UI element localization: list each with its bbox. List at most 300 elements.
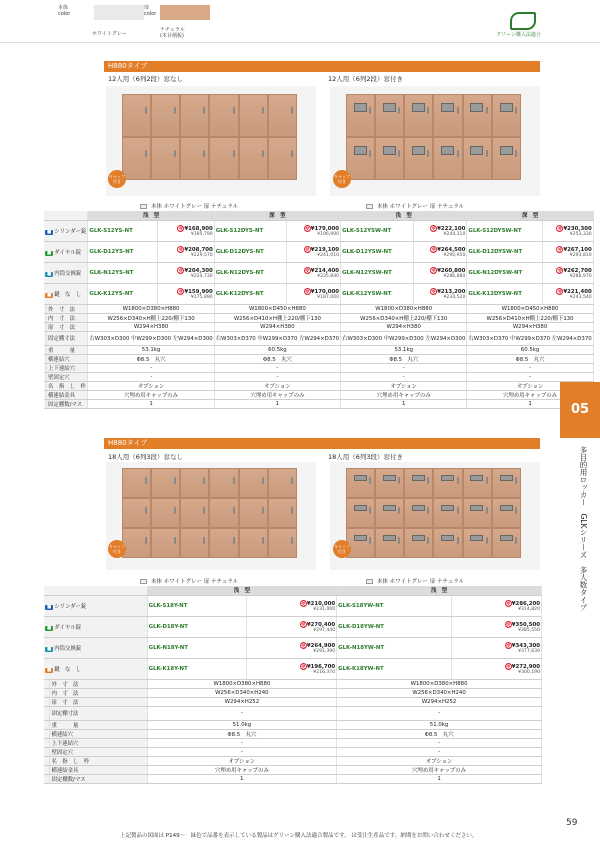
spec-value: Φ8.5 丸穴	[147, 729, 337, 738]
price-tax: ¥187,000	[317, 294, 340, 300]
lock-icon: ■	[47, 667, 52, 673]
door-handle	[427, 150, 429, 157]
door-handle	[291, 537, 293, 544]
spec-value: 穴埋め用キャップのみ	[88, 390, 214, 399]
price-tax: ¥243,540	[569, 294, 592, 300]
price-cell	[542, 262, 593, 283]
spec-value: オプション	[337, 756, 542, 765]
spec-value: W294×H380	[88, 322, 214, 331]
lock-type-label: ダイヤル錠	[54, 624, 82, 631]
locker-door	[122, 468, 151, 498]
lock-type	[44, 658, 147, 679]
made-to-order-icon: 受	[506, 663, 511, 669]
price-cell	[414, 241, 467, 262]
spec-label: 固定棚寸法	[50, 706, 147, 720]
door-handle	[515, 537, 517, 544]
lock-type-label: シリンダー錠	[54, 603, 87, 610]
locker-door	[404, 498, 433, 528]
lock-icon: ■	[47, 250, 52, 256]
locker-door	[180, 498, 209, 528]
lock-type	[44, 241, 88, 262]
locker-door	[404, 468, 433, 498]
door-handle	[427, 477, 429, 484]
spec-value: オプション	[341, 381, 467, 390]
header-divider	[0, 42, 600, 43]
made-to-order-icon: 受	[557, 288, 562, 294]
locker-door	[268, 498, 297, 528]
price-cell	[158, 283, 215, 304]
spec-value: -	[341, 363, 467, 372]
door-handle	[369, 477, 371, 484]
lock-type	[44, 220, 88, 241]
locker-door	[463, 498, 492, 528]
lock-type	[44, 262, 88, 283]
locker-door	[346, 528, 375, 558]
door-window	[383, 146, 396, 155]
spec-value: 1	[337, 774, 542, 783]
door-window	[441, 146, 454, 155]
price-cell	[451, 616, 541, 637]
product-code: GLK-N12DYS-NT	[214, 262, 286, 283]
product-code: GLK-D18Y-NT	[147, 616, 247, 637]
body-color-swatch	[94, 5, 144, 20]
locker-door	[375, 137, 404, 180]
spec-value: W1800×D450×H880	[214, 304, 340, 313]
lock-icon: ■	[47, 292, 52, 298]
price: ¥264,500	[437, 246, 466, 253]
section1-left-title: 12人用（6列2段）窓なし	[108, 75, 184, 83]
door-window	[500, 146, 513, 155]
price-cell	[542, 283, 593, 304]
price: ¥214,400	[310, 267, 340, 274]
door-handle	[262, 477, 264, 484]
door-color-swatch	[160, 5, 210, 20]
locker-door	[346, 468, 375, 498]
door-handle	[174, 477, 176, 484]
door-window	[441, 505, 454, 511]
section2-price-table	[44, 586, 542, 784]
green-mark-icon	[510, 12, 536, 30]
door-handle	[233, 507, 235, 514]
spec-value: 穴埋め用キャップのみ	[467, 390, 593, 399]
spec-value: W1800×D380×H880	[147, 679, 337, 688]
product-code: GLK-N18YW-NT	[337, 637, 452, 658]
locker-door	[151, 468, 180, 498]
spec-value: 1	[341, 399, 467, 408]
door-window	[412, 103, 425, 112]
locker-door	[375, 528, 404, 558]
price-tax: ¥300,190	[518, 669, 540, 675]
price: ¥350,500	[511, 621, 540, 628]
door-window	[383, 475, 396, 481]
locker-door	[268, 528, 297, 558]
door-handle	[233, 537, 235, 544]
made-to-order-icon: 受	[178, 267, 183, 273]
spec-value: W294×H380	[341, 322, 467, 331]
spec-value: -	[337, 738, 542, 747]
door-handle	[233, 150, 235, 157]
price-tax: ¥297,440	[313, 627, 336, 633]
door-handle	[233, 477, 235, 484]
made-to-order-icon: 受	[178, 288, 183, 294]
door-handle	[369, 150, 371, 157]
spec-value: -	[341, 372, 467, 381]
corner	[44, 211, 88, 220]
spec-value: 1	[88, 399, 214, 408]
spec-value: -	[214, 372, 340, 381]
price: ¥286,200	[511, 600, 540, 607]
door-window	[441, 475, 454, 481]
spec-label: 横連結金具	[50, 765, 147, 774]
spec-value: オプション	[147, 756, 337, 765]
door-handle	[233, 107, 235, 114]
locker-door	[268, 94, 297, 137]
price: ¥262,700	[563, 267, 592, 274]
locker-door	[180, 137, 209, 180]
spec-value: 右W303×D300 中W299×D300 左W294×D300	[88, 331, 214, 345]
spec-value: W256×D340×H棚上220/棚下130	[88, 313, 214, 322]
locker-door	[209, 137, 238, 180]
product-code: GLK-K12YS-NT	[88, 283, 158, 304]
made-to-order-icon: 受	[178, 225, 183, 231]
spec-value: Φ8.5 丸穴	[88, 354, 214, 363]
door-handle	[486, 477, 488, 484]
spec-value: 穴埋め用キャップのみ	[147, 765, 337, 774]
locker-door	[492, 498, 521, 528]
price-tax: ¥175,890	[190, 294, 213, 300]
door-window	[354, 535, 367, 541]
lock-type-label: 内筒交換錠	[54, 270, 82, 277]
price-cell	[414, 262, 467, 283]
door-handle	[486, 507, 488, 514]
door-handle	[486, 107, 488, 114]
locker-door	[375, 498, 404, 528]
product-code: GLK-N18Y-NT	[147, 637, 247, 658]
locker-door	[463, 94, 492, 137]
door-handle	[262, 537, 264, 544]
locker-image-18-window	[330, 462, 540, 570]
cap-tag: キャップ付き	[333, 170, 351, 188]
price-tax: ¥314,820	[518, 606, 540, 612]
locker-image-12-window	[330, 86, 540, 196]
price-tax: ¥241,010	[317, 252, 340, 258]
spec-label: 上下連結穴	[47, 363, 88, 372]
spec-label: 外 寸 法	[50, 679, 147, 688]
price-cell	[414, 220, 467, 241]
spec-value: Φ8.5 丸穴	[337, 729, 542, 738]
door-handle	[369, 507, 371, 514]
locker-door	[404, 137, 433, 180]
price: ¥179,000	[310, 225, 340, 232]
lock-type-label: 鍵 な し	[54, 666, 82, 673]
lock-icon: ■	[47, 646, 52, 652]
locker-door	[433, 468, 462, 498]
price-tax: ¥235,840	[317, 273, 340, 279]
price-cell	[247, 595, 337, 616]
door-handle	[145, 537, 147, 544]
cap-tag: キャップ付き	[333, 540, 351, 558]
locker-door	[404, 528, 433, 558]
locker-door	[433, 528, 462, 558]
price-cell	[286, 283, 340, 304]
spec-value: 右W303×D300 中W299×D300 左W294×D300	[341, 331, 467, 345]
color-legend: 本体 ホワイトグレー 扉 ナチュラル	[140, 577, 238, 585]
door-handle	[262, 507, 264, 514]
price-tax: ¥185,790	[190, 231, 213, 237]
locker-door	[151, 137, 180, 180]
section1-band: H880タイプ	[104, 61, 540, 72]
spec-value: -	[88, 363, 214, 372]
price-cell	[158, 262, 215, 283]
locker-door	[404, 94, 433, 137]
door-handle	[398, 107, 400, 114]
price-cell	[286, 262, 340, 283]
price: ¥210,000	[306, 600, 336, 607]
door-handle	[291, 107, 293, 114]
door-handle	[515, 150, 517, 157]
door-window	[383, 535, 396, 541]
door-handle	[457, 107, 459, 114]
spec-value: 1	[147, 774, 337, 783]
spec-label: 横連結金具	[47, 390, 88, 399]
made-to-order-icon: 受	[178, 246, 183, 252]
lock-icon: ■	[47, 625, 52, 631]
product-code: GLK-S12YSW-NT	[341, 220, 414, 241]
header-shallow: 浅 型	[88, 211, 214, 220]
door-handle	[369, 107, 371, 114]
lock-type	[44, 283, 88, 304]
product-code: GLK-K18YW-NT	[337, 658, 452, 679]
spec-value: 60.5kg	[467, 345, 593, 354]
locker-door	[268, 468, 297, 498]
spec-value: 51.0kg	[147, 720, 337, 729]
color-legend: 本体 ホワイトグレー 扉 ナチュラル	[366, 577, 464, 585]
price: ¥170,000	[310, 288, 340, 295]
price-cell	[542, 241, 593, 262]
locker-door	[209, 94, 238, 137]
section2-band: H880タイプ	[104, 438, 540, 449]
price-cell	[286, 241, 340, 262]
price-cell	[158, 241, 215, 262]
spec-value: Φ8.5 丸穴	[467, 354, 593, 363]
price-tax: ¥377,630	[518, 648, 540, 654]
made-to-order-icon: 受	[506, 642, 511, 648]
price-cell	[451, 595, 541, 616]
price-tax: ¥291,390	[313, 648, 336, 654]
lock-icon: ■	[47, 604, 52, 610]
spec-value: W294×H252	[147, 697, 337, 706]
spec-label: 固定棚数/マス	[50, 774, 147, 783]
header-shallow: 浅 型	[147, 586, 337, 595]
price-tax: ¥196,900	[317, 231, 340, 237]
door-window	[441, 103, 454, 112]
door-window	[470, 535, 483, 541]
door-window	[354, 146, 367, 155]
price-tax: ¥224,730	[190, 273, 213, 279]
door-window	[412, 475, 425, 481]
made-to-order-icon: 受	[557, 246, 562, 252]
locker-door	[375, 468, 404, 498]
price-tax: ¥286,880	[443, 273, 466, 279]
door-window	[354, 103, 367, 112]
spec-value: Φ8.5 丸穴	[341, 354, 467, 363]
made-to-order-icon: 受	[431, 288, 436, 294]
locker-door	[180, 468, 209, 498]
price-tax: ¥231,000	[313, 606, 336, 612]
product-code: GLK-N12YS-NT	[88, 262, 158, 283]
spec-value: W256×D410×H棚上220/棚下130	[467, 313, 593, 322]
cap-tag: キャップ付き	[108, 540, 126, 558]
footer-note: 上記製品の図面は P149〜 緑色で品番を表示している製品はグリーン購入法適合製品です。 は受注生産品です。納期をお問い合わせください。	[120, 833, 478, 839]
door-handle	[174, 537, 176, 544]
door-handle	[398, 150, 400, 157]
door-window	[354, 475, 367, 481]
spec-label: 内 寸 法	[50, 688, 147, 697]
spec-label: 壁固定穴	[47, 372, 88, 381]
spec-value: 1	[467, 399, 593, 408]
locker-door	[463, 528, 492, 558]
spec-value: W294×H252	[337, 697, 542, 706]
door-handle	[203, 537, 205, 544]
door-window	[441, 535, 454, 541]
spec-value: 穴埋め用キャップのみ	[341, 390, 467, 399]
product-code: GLK-K18Y-NT	[147, 658, 247, 679]
locker-door	[180, 94, 209, 137]
locker-door	[433, 498, 462, 528]
made-to-order-icon: 受	[557, 225, 562, 231]
spec-label: 上下連結穴	[50, 738, 147, 747]
section1-price-table	[44, 211, 594, 409]
locker-door	[151, 528, 180, 558]
made-to-order-icon: 受	[301, 600, 306, 606]
made-to-order-icon: 受	[301, 642, 306, 648]
spec-label: 扉 寸 法	[50, 697, 147, 706]
made-to-order-icon: 受	[305, 288, 310, 294]
door-window	[500, 475, 513, 481]
price-tax: ¥244,310	[443, 231, 466, 237]
door-handle	[398, 507, 400, 514]
product-code: GLK-K12YSW-NT	[341, 283, 414, 304]
made-to-order-icon: 受	[506, 621, 511, 627]
lock-type-label: ダイヤル錠	[54, 249, 82, 256]
price: ¥221,400	[563, 288, 592, 295]
locker-door	[239, 468, 268, 498]
spec-label: 内 寸 法	[47, 313, 88, 322]
door-handle	[427, 107, 429, 114]
price: ¥260,800	[437, 267, 466, 274]
spec-value: Φ8.5 丸穴	[214, 354, 340, 363]
door-window	[383, 103, 396, 112]
locker-image-12-nowindow	[106, 86, 316, 196]
section2-left-title: 18人用（6列3段）窓なし	[108, 453, 184, 461]
door-window	[354, 505, 367, 511]
door-handle	[174, 150, 176, 157]
color-legend: 本体 ホワイトグレー 扉 ナチュラル	[366, 202, 464, 210]
door-handle	[457, 507, 459, 514]
door-handle	[203, 507, 205, 514]
door-window	[412, 505, 425, 511]
door-handle	[174, 107, 176, 114]
spec-value: W1800×D380×H880	[341, 304, 467, 313]
door-handle	[515, 477, 517, 484]
door-handle	[486, 537, 488, 544]
spec-label: 壁固定穴	[50, 747, 147, 756]
product-code: GLK-D12YS-NT	[88, 241, 158, 262]
locker-door	[239, 498, 268, 528]
locker-door	[346, 94, 375, 137]
price-cell	[542, 220, 593, 241]
spec-value: 60.5kg	[214, 345, 340, 354]
spec-value: オプション	[467, 381, 593, 390]
spec-value: 右W303×D370 中W299×D370 左W294×D370	[214, 331, 340, 345]
spec-value: オプション	[88, 381, 214, 390]
locker-image-18-nowindow	[106, 462, 316, 570]
locker-door	[239, 94, 268, 137]
spec-value: W256×D340×H240	[337, 688, 542, 697]
spec-value: W256×D340×H240	[147, 688, 337, 697]
locker-door	[239, 137, 268, 180]
price: ¥272,900	[511, 663, 540, 670]
spec-value: 53.1kg	[341, 345, 467, 354]
spec-value: W1800×D450×H880	[467, 304, 593, 313]
price-cell	[286, 220, 340, 241]
locker-door	[463, 137, 492, 180]
locker-door	[375, 94, 404, 137]
door-handle	[515, 107, 517, 114]
price-cell	[414, 283, 467, 304]
spec-label: 横連結穴	[47, 354, 88, 363]
locker-door	[433, 94, 462, 137]
product-code: GLK-S12YS-NT	[88, 220, 158, 241]
price-tax: ¥288,970	[569, 273, 592, 279]
price: ¥264,900	[306, 642, 336, 649]
header-shallow: 浅 型	[337, 586, 542, 595]
lock-type	[44, 595, 147, 616]
price-tax: ¥216,370	[313, 669, 336, 675]
door-window	[500, 505, 513, 511]
price-cell	[158, 220, 215, 241]
price: ¥222,100	[437, 225, 466, 232]
made-to-order-icon: 受	[431, 267, 436, 273]
spec-value: -	[467, 372, 593, 381]
door-window	[500, 103, 513, 112]
door-window	[470, 146, 483, 155]
door-handle	[398, 537, 400, 544]
price: ¥270,400	[306, 621, 336, 628]
green-mark-label: グリーン購入法適合	[496, 32, 541, 38]
lock-type-label: シリンダー錠	[54, 228, 87, 235]
made-to-order-icon: 受	[431, 246, 436, 252]
spec-label: 固定棚寸法	[47, 331, 88, 345]
spec-value: -	[88, 372, 214, 381]
door-color-label: 扉 color	[144, 5, 157, 17]
spec-value: オプション	[214, 381, 340, 390]
locker-door	[492, 468, 521, 498]
made-to-order-icon: 受	[305, 246, 310, 252]
door-window	[412, 535, 425, 541]
locker-door	[463, 468, 492, 498]
door-handle	[457, 477, 459, 484]
section1-right-title: 12人用（6列2段）窓付き	[328, 75, 404, 83]
door-window	[383, 505, 396, 511]
product-code: GLK-D12DYSW-NT	[467, 241, 542, 262]
body-color-label: 本体 color	[58, 5, 71, 17]
spec-value: W294×H380	[467, 322, 593, 331]
spec-label: 扉 寸 法	[47, 322, 88, 331]
spec-value: -	[467, 363, 593, 372]
locker-door	[180, 528, 209, 558]
spec-value: -	[147, 738, 337, 747]
